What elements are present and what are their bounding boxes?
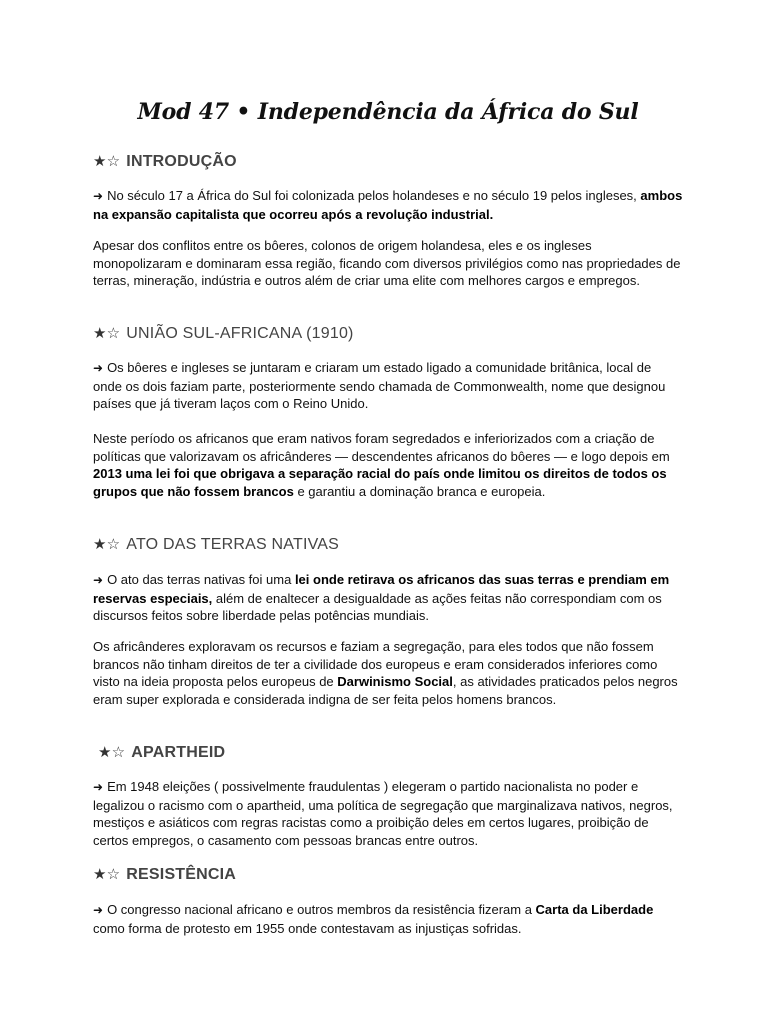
star-icons: ★☆ [98, 743, 126, 761]
heading-text: RESISTÊNCIA [126, 866, 237, 883]
paragraph-text: além de enaltecer a desigualdade as ações feitas não correspondiam com os discursos feitos sobre liberdade pelas potências mundiais. [93, 590, 662, 624]
paragraph-uniao-2 [93, 430, 683, 500]
paragraph-intro-2: Apesar dos conflitos entre os bôeres, colonos de origem holandesa, eles e os ingleses monopolizaram e dominaram essa região, ficando com diversos privilégios como nas propriedades de terras, mineração, indústria e outros além de criar uma elite com melhores cargos e empregos. [93, 238, 681, 289]
paragraph-text: O ato das terras nativas foi uma [107, 572, 295, 587]
paragraph-bold-text: Darwinismo Social [337, 674, 453, 690]
paragraph-bold-text: lei onde retirava os africanos das suas terras e prendiam em reservas especiais, [93, 572, 670, 606]
paragraph-text: Os africânderes exploravam os recursos e faziam a segregação, para eles todos que não fossem brancos não tinham direitos de ter a civilidade dos europeus e eram considerados inferiores como visto na ideia proposta pelos europeus de [93, 639, 658, 690]
paragraph-text: , as atividades praticados pelos negros eram super explorada e considerada indigna de ser feita pelos homens brancos. [93, 674, 678, 707]
heading-text: INTRODUÇÃO [126, 153, 237, 170]
arrow-icon: ➜ [93, 189, 104, 203]
section-heading-uniao-sul-africana [93, 324, 354, 343]
paragraph-text: Em 1948 eleições ( possivelmente fraudulentas ) elegeram o partido nacionalista no poder e legalizou o racismo com o apartheid, uma política de segregação que marginalizava nativos, negros, mestiços e asiáticos com regras racistas como a proibição deles em certos lugares, proibição de certos empregos, o casamento com pessoas brancas entre outros. [93, 779, 673, 848]
heading-text: UNIÃO SUL-AFRICANA (1910) [126, 325, 354, 342]
arrow-icon: ➜ [93, 361, 104, 375]
document-title: Mod 47 • Independência da África do Sul [137, 99, 639, 125]
section-heading-introducao [93, 152, 237, 171]
arrow-icon: ➜ [93, 573, 104, 587]
paragraph-bold-text: ambos na expansão capitalista que ocorreu após a revolução industrial. [93, 188, 683, 222]
arrow-icon: ➜ [93, 903, 104, 917]
star-icons: ★☆ [93, 865, 121, 883]
paragraph-bold-text: Carta da Liberdade [535, 902, 654, 917]
paragraph-ato-2 [93, 638, 683, 708]
paragraph-apartheid-1 [93, 778, 683, 849]
paragraph-text: Neste período os africanos que eram nativos foram segredados e inferiorizados com a criação de políticas que valorizavam os africânderes — descendentes africanos do bôeres — e logo depois em [93, 431, 670, 464]
paragraph-text: como forma de protesto em 1955 onde contestavam as injustiças sofridas. [93, 920, 522, 936]
paragraph-ato-1 [93, 571, 683, 625]
star-icons: ★☆ [93, 324, 121, 342]
heading-text: ATO DAS TERRAS NATIVAS [126, 536, 340, 553]
paragraph-intro-1 [93, 187, 683, 223]
paragraph-text: Os bôeres e ingleses se juntaram e criaram um estado ligado a comunidade britânica, local de onde os dois faziam parte, posteriormente sendo chamada de Commonwealth, nome que designou países que já tiveram laços com o Reino Unido. [93, 360, 666, 412]
arrow-icon: ➜ [93, 780, 104, 794]
section-heading-ato-das-terras-nativas [93, 535, 339, 554]
paragraph-uniao-1 [93, 359, 683, 413]
star-icons: ★☆ [93, 152, 121, 170]
paragraph-text: No século 17 a África do Sul foi colonizada pelos holandeses e no século 19 pelos ingleses, [107, 188, 641, 203]
paragraph-text: O congresso nacional africano e outros membros da resistência fizeram a [107, 902, 536, 917]
section-heading-apartheid [98, 743, 225, 762]
paragraph-bold-text: 2013 uma lei foi que obrigava a separação racial do país onde limitou os direitos de todos os grupos que não fossem brancos [93, 466, 667, 499]
section-heading-resistencia [93, 865, 236, 884]
paragraph-resistencia-1 [93, 901, 683, 937]
star-icons: ★☆ [93, 535, 121, 553]
heading-text: APARTHEID [131, 744, 226, 761]
paragraph-text: e garantiu a dominação branca e europeia. [293, 483, 546, 499]
